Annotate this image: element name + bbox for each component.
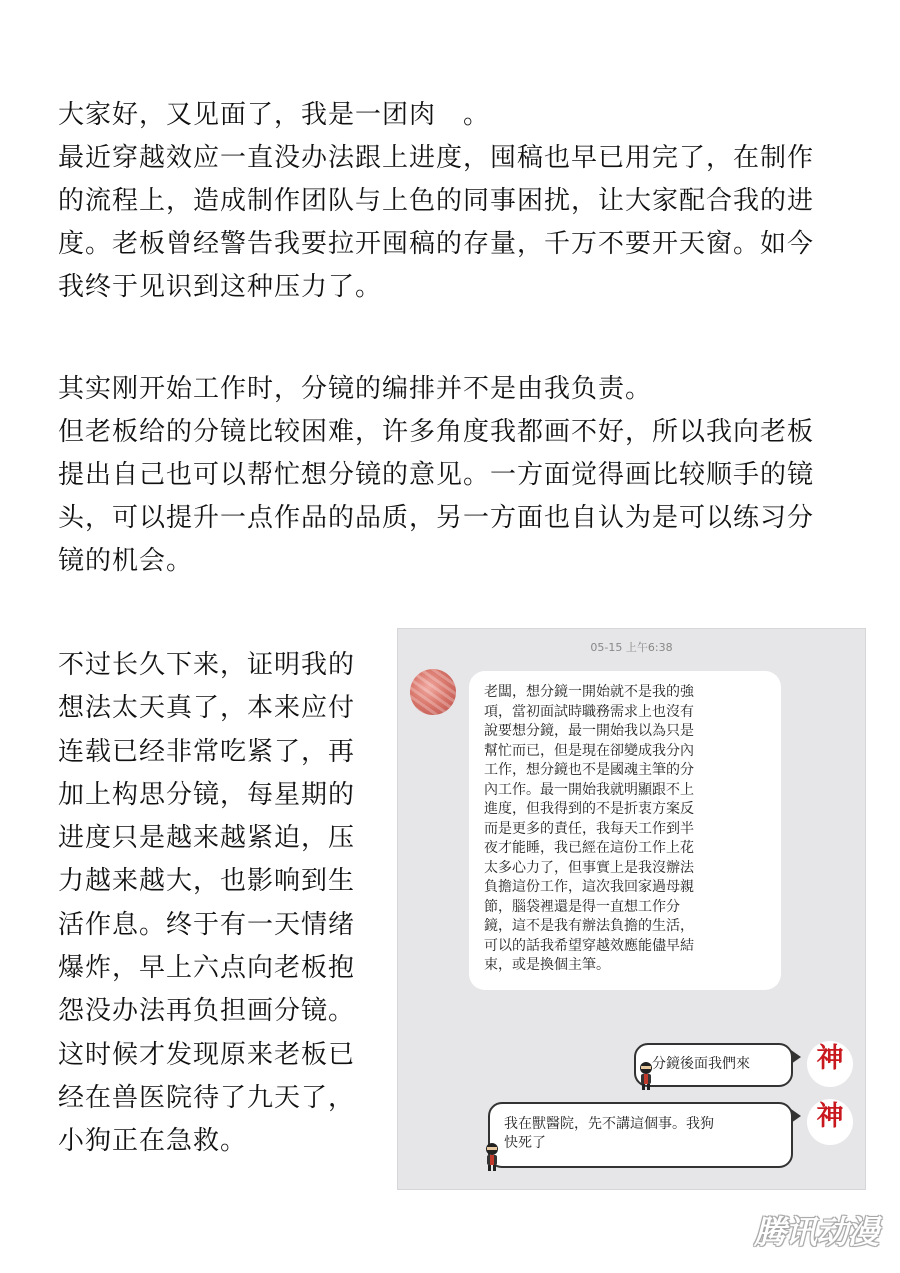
outgoing-message-bubble bbox=[634, 1043, 793, 1087]
message-line: 幫忙而已，但是現在卻變成我分內 bbox=[484, 742, 694, 759]
text-line: 不过长久下来，证明我的 bbox=[58, 650, 356, 680]
text-line: 经在兽医院待了九天了， bbox=[58, 1082, 356, 1113]
text-line: 想法太天真了，本来应付 bbox=[58, 693, 356, 724]
text-line: 提出自己也可以帮忙想分镜的意见。一方面觉得画比较顺手的镜 bbox=[58, 460, 815, 490]
watermark-logo: 腾讯动漫 bbox=[753, 1213, 878, 1251]
text-line: 连载已经非常吃紧了，再 bbox=[58, 736, 356, 767]
text-line: 怨没办法再负担画分镜。 bbox=[58, 996, 356, 1027]
message-line: 夜才能睡，我已經在這份工作上花 bbox=[484, 840, 694, 856]
message-line: 說要想分鏡，最一開始我以為只是 bbox=[484, 723, 694, 739]
text-line: 我终于见识到这种压力了。 bbox=[58, 272, 383, 302]
message-line: 項，當初面試時職務需求上也沒有 bbox=[484, 703, 694, 720]
text-line: 度。老板曾经警告我要拉开囤稿的存量，千万不要开天窗。如今 bbox=[58, 229, 815, 259]
message-line: 而是更多的責任，我每天工作到半 bbox=[484, 820, 694, 837]
message-line: 工作，想分鏡也不是國魂主筆的分 bbox=[484, 762, 694, 778]
message-line: 老闆，想分鏡一開始就不是我的強 bbox=[484, 684, 694, 700]
chat-timestamp: 05-15 上午6:38 bbox=[590, 641, 673, 654]
incoming-message-bubble bbox=[469, 671, 781, 990]
avatar-glyph: 神 bbox=[816, 1101, 844, 1132]
text-line: 这时候才发现原来老板已 bbox=[58, 1039, 356, 1070]
text-line: 其实刚开始工作时，分镜的编排并不是由我负责。 bbox=[58, 374, 653, 404]
avatar-glyph: 神 bbox=[816, 1043, 844, 1074]
message-line: 負擔這份工作，這次我回家過母親 bbox=[484, 879, 694, 895]
text-line: 加上构思分镜，每星期的 bbox=[58, 779, 356, 810]
text-line: 大家好，又见面了，我是一团肉 。 bbox=[58, 100, 491, 130]
message-line: 太多心力了，但事實上是我沒辦法 bbox=[484, 859, 694, 876]
message-line: 我在獸醫院，先不講這個事。我狗 bbox=[504, 1116, 714, 1132]
bubble-tail bbox=[791, 1109, 801, 1123]
text-line: 活作息。终于有一天情绪 bbox=[58, 909, 356, 940]
message-line: 束，或是換個主筆。 bbox=[484, 957, 610, 973]
chat-screenshot bbox=[397, 628, 866, 1190]
text-line: 进度只是越来越紧迫，压 bbox=[58, 823, 356, 854]
text-line: 小狗正在急救。 bbox=[58, 1126, 248, 1157]
text-line: 力越来越大，也影响到生 bbox=[58, 866, 356, 897]
message-line: 可以的話我希望穿越效應能儘早結 bbox=[484, 937, 694, 954]
sender-avatar bbox=[410, 669, 456, 715]
text-line: 爆炸，早上六点向老板抱 bbox=[58, 953, 356, 984]
ninja-sticker-icon bbox=[638, 1061, 654, 1091]
paragraph-intro bbox=[58, 94, 814, 309]
paragraph-storyboard bbox=[58, 368, 814, 583]
ninja-sticker-icon bbox=[484, 1142, 500, 1172]
message-line: 鏡，這不是我有辦法負擔的生活， bbox=[484, 918, 694, 934]
text-line: 的流程上，造成制作团队与上色的同事困扰，让大家配合我的进 bbox=[58, 186, 815, 216]
paragraph-pressure bbox=[58, 644, 355, 1164]
message-line: 分鏡後面我們來 bbox=[652, 1056, 750, 1072]
text-line: 最近穿越效应一直没办法跟上进度，囤稿也早已用完了，在制作 bbox=[58, 143, 815, 173]
text-line: 但老板给的分镜比较困难，许多角度我都画不好，所以我向老板 bbox=[58, 417, 815, 447]
message-line: 節，腦袋裡還是得一直想工作分 bbox=[484, 898, 680, 915]
text-line: 镜的机会。 bbox=[58, 546, 194, 576]
own-avatar bbox=[807, 1099, 853, 1145]
outgoing-message-bubble bbox=[488, 1102, 793, 1168]
bubble-tail bbox=[791, 1050, 801, 1064]
message-line: 進度，但我得到的不是折衷方案反 bbox=[484, 801, 694, 817]
own-avatar bbox=[807, 1041, 853, 1087]
text-line: 头，可以提升一点作品的品质，另一方面也自认为是可以练习分 bbox=[58, 503, 815, 533]
message-line: 快死了 bbox=[504, 1135, 546, 1151]
message-line: 內工作。最一開始我就明顯跟不上 bbox=[484, 781, 694, 798]
